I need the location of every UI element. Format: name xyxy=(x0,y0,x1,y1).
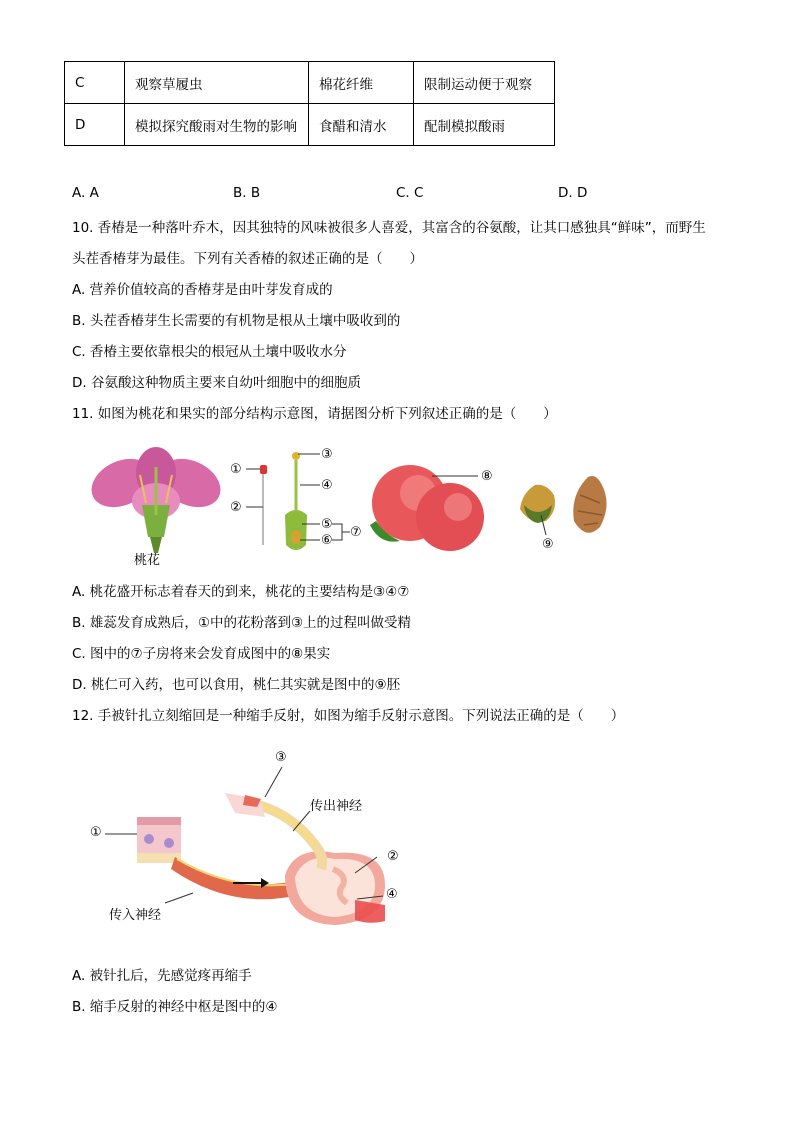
table-cell: 模拟探究酸雨对生物的影响 xyxy=(125,104,309,146)
flower-caption: 桃花 xyxy=(134,553,161,568)
stamen-icon xyxy=(260,465,267,545)
table-cell: 食醋和清水 xyxy=(309,104,414,146)
q11-option-a: A. 桃花盛开标志着春天的到来，桃花的主要结构是③④⑦ xyxy=(72,584,410,600)
q12-option-b: B. 缩手反射的神经中枢是图中的④ xyxy=(72,999,278,1015)
figure-label-1: ① xyxy=(230,462,242,477)
table-cell: 棉花纤维 xyxy=(309,62,414,104)
figure-label-6: ⑥ xyxy=(321,533,333,548)
figure-label-8: ⑧ xyxy=(481,469,493,484)
q9-option-a: A. A xyxy=(72,185,99,201)
reflex-arc-figure xyxy=(85,745,415,930)
q9-option-d: D. D xyxy=(558,185,588,201)
skin-receptor-icon xyxy=(137,817,181,863)
q12-stem: 12. 手被针扎立刻缩回是一种缩手反射，如图为缩手反射示意图。下列说法正确的是（ ） xyxy=(72,708,625,724)
peach-seed-icon xyxy=(520,476,607,533)
figure-label-2: ② xyxy=(230,500,242,515)
figure-label-3: ③ xyxy=(321,447,333,462)
muscle-effector-icon xyxy=(225,793,265,817)
peach-flower-fruit-figure xyxy=(80,445,640,575)
q10-option-d: D. 谷氨酸这种物质主要来自幼叶细胞中的细胞质 xyxy=(72,375,361,391)
table-cell: 观察草履虫 xyxy=(125,62,309,104)
q10-option-c: C. 香椿主要依靠根尖的根冠从土壤中吸收水分 xyxy=(72,344,347,360)
q9-option-c: C. C xyxy=(396,185,424,201)
q10-stem-line1: 10. 香椿是一种落叶乔木，因其独特的风味被很多人喜爱，其富含的谷氨酸，让其口感独具“鲜味”，而野生 xyxy=(72,220,706,236)
peach-figure-illustration xyxy=(80,445,640,575)
figure-label-4: ④ xyxy=(386,887,398,902)
figure-label-5: ⑤ xyxy=(321,517,333,532)
table-row xyxy=(65,104,555,146)
table-cell: C xyxy=(65,62,125,104)
q10-option-a: A. 营养价值较高的香椿芽是由叶芽发育成的 xyxy=(72,282,333,298)
q9-option-b: B. B xyxy=(233,185,261,201)
peach-fruit-icon xyxy=(370,465,484,551)
table-cell: 配制模拟酸雨 xyxy=(414,104,555,146)
q10-stem-line2: 头茬香椿芽为最佳。下列有关香椿的叙述正确的是（ ） xyxy=(72,251,423,267)
table-row xyxy=(65,62,555,104)
q12-option-a: A. 被针扎后，先感觉疼再缩手 xyxy=(72,968,252,984)
figure-label-2: ② xyxy=(387,849,399,864)
question-table xyxy=(64,61,555,146)
q11-stem: 11. 如图为桃花和果实的部分结构示意图，请据图分析下列叙述正确的是（ ） xyxy=(72,406,557,422)
figure-label-4: ④ xyxy=(321,478,333,493)
reflex-arc-illustration xyxy=(85,745,415,930)
q11-option-d: D. 桃仁可入药，也可以食用，桃仁其实就是图中的⑨胚 xyxy=(72,677,401,693)
figure-label-7: ⑦ xyxy=(350,525,362,540)
figure-label-9: ⑨ xyxy=(542,537,554,552)
efferent-nerve-label: 传出神经 xyxy=(310,799,363,814)
q10-option-b: B. 头茬香椿芽生长需要的有机物是根从土壤中吸收到的 xyxy=(72,313,401,329)
pistil-icon xyxy=(285,452,307,550)
table-cell: 限制运动便于观察 xyxy=(414,62,555,104)
peach-flower-icon xyxy=(84,447,229,553)
table-cell: D xyxy=(65,104,125,146)
q11-option-b: B. 雄蕊发育成熟后，①中的花粉落到③上的过程叫做受精 xyxy=(72,615,412,631)
q11-option-c: C. 图中的⑦子房将来会发育成图中的⑧果实 xyxy=(72,646,331,662)
figure-label-1: ① xyxy=(90,825,102,840)
figure-label-3: ③ xyxy=(275,750,287,765)
afferent-nerve-label: 传入神经 xyxy=(109,908,162,923)
